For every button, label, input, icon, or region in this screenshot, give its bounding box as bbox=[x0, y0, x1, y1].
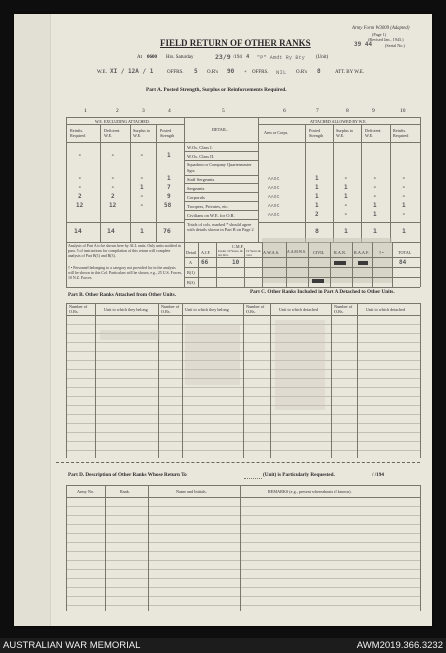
total-value: 1 bbox=[373, 227, 377, 235]
ruled-line bbox=[66, 533, 420, 534]
cell-value: - bbox=[140, 193, 144, 200]
ruled-line bbox=[66, 378, 420, 379]
serial-number-value: 39 44 bbox=[354, 41, 373, 48]
total-value: 14 bbox=[74, 227, 82, 235]
col-number: 1 bbox=[84, 108, 87, 114]
analysis-row-label: A bbox=[189, 260, 193, 265]
col-number: 5 bbox=[222, 108, 225, 114]
part-b-col: Unit to which they belong bbox=[104, 307, 148, 312]
cell-value: 1 bbox=[315, 193, 319, 200]
analysis-col-label: A.A.M.W.S. bbox=[287, 250, 306, 254]
cell-value: 12 bbox=[109, 202, 117, 209]
cell-value: 1 bbox=[315, 184, 319, 191]
ruled-line bbox=[66, 396, 420, 397]
part-c-col: Unit to which detached bbox=[279, 307, 318, 312]
part-d-date: / /194 bbox=[372, 472, 384, 478]
ruled-line bbox=[66, 351, 420, 352]
cell-value: 1 bbox=[167, 152, 171, 159]
right-col-header: Reinfts. Required bbox=[393, 128, 409, 138]
analysis-cmf-value: 10 bbox=[232, 259, 240, 266]
paper-fold bbox=[14, 14, 51, 626]
ruled-line bbox=[66, 450, 420, 451]
form-sheet bbox=[14, 14, 432, 626]
ors-value: 90 bbox=[227, 68, 235, 75]
part-c-col: Unit to which detached bbox=[366, 307, 405, 312]
ruled-line bbox=[66, 524, 420, 525]
cell-value: 2 bbox=[315, 211, 319, 218]
col-number: 4 bbox=[168, 108, 171, 114]
part-b-title: Part B. Other Ranks Attached from Other Units. bbox=[68, 292, 176, 298]
analysis-note: Analysis of Part A to be shown here by ALL units. Only units notified in para. 5 of instructions for compilation of this return will complete analysis of Part B(1) and B(3). bbox=[68, 244, 181, 258]
cell-value: 1 bbox=[373, 202, 377, 209]
we-label: W.E. bbox=[97, 70, 107, 75]
total-value: 1 bbox=[402, 227, 406, 235]
cell-value: 1 bbox=[344, 184, 348, 191]
right-col-header: Posted Strength bbox=[309, 128, 324, 138]
part-c-title: Part C. Other Ranks Included in Part A Detached to Other Units. bbox=[250, 289, 395, 295]
analysis-col-label: R.A.N. bbox=[334, 250, 346, 255]
right-col-header: Surplus to W.E. bbox=[336, 128, 354, 138]
ruled-line bbox=[66, 515, 420, 516]
ruled-line bbox=[66, 569, 420, 570]
left-col-header: Reinfts. Required bbox=[70, 128, 86, 138]
footer-institution: AUSTRALIAN WAR MEMORIAL bbox=[3, 640, 141, 651]
cell-value: - bbox=[111, 184, 115, 191]
col-number: 8 bbox=[346, 108, 349, 114]
col-number: 2 bbox=[116, 108, 119, 114]
ruled-line bbox=[66, 360, 420, 361]
part-c-col: Number of O.Rs. bbox=[334, 304, 353, 314]
analysis-col-label: 19 Years & over bbox=[246, 249, 261, 257]
ors-label: O.R's bbox=[207, 70, 219, 75]
archive-footer bbox=[0, 638, 446, 653]
cell-value: - bbox=[140, 202, 144, 209]
cell-value: 12 bbox=[76, 202, 84, 209]
right-col-header: Deficient W.E. bbox=[365, 128, 381, 138]
ruled-line bbox=[66, 423, 420, 424]
ruled-line bbox=[66, 369, 420, 370]
cell-value: 9 bbox=[167, 193, 171, 200]
attached-header: ATTACHED ALLOWED BY W.E. bbox=[310, 119, 367, 124]
cell-value: 2 bbox=[78, 193, 82, 200]
right-col-header: Arm or Corps. bbox=[264, 130, 289, 135]
cell-value: 1 bbox=[167, 175, 171, 182]
part-d-title-mid: (Unit) is Particularly Requested. bbox=[263, 472, 335, 478]
analysis-col-label: R.A.A.F. bbox=[354, 250, 370, 255]
cell-value: 1 bbox=[315, 202, 319, 209]
analysis-note-2: † • Personnel belonging to a category not provided for in the analysis will be shown in this Col. Particulars will be shown, e.g., 25 U.S. Forces, 10 N.Z. Forces. bbox=[68, 266, 183, 280]
row-detail: Troopers, Privates, etc. bbox=[187, 204, 229, 209]
cell-value: - bbox=[140, 175, 144, 182]
cell-value: - bbox=[373, 184, 377, 191]
ruled-line bbox=[66, 414, 420, 415]
arm-corps-stamp: AAOC bbox=[268, 186, 280, 191]
day-label: Hrs. Saturday bbox=[166, 55, 194, 60]
cell-value: - bbox=[111, 175, 115, 182]
total-value: 8 bbox=[315, 227, 319, 235]
date-value: 23/9 bbox=[215, 53, 231, 61]
redaction-block bbox=[358, 261, 368, 265]
row-detail: Sergeants bbox=[187, 186, 205, 191]
cell-value: - bbox=[373, 175, 377, 182]
analysis-col-label: TOTAL bbox=[398, 250, 412, 255]
part-b-col: Unit to which they belong bbox=[185, 307, 229, 312]
cell-value: 1 bbox=[315, 175, 319, 182]
at-label: At bbox=[137, 55, 142, 60]
att-ors-value: 8 bbox=[317, 68, 321, 75]
unit-value: "P" Amdt Ry Bty bbox=[257, 55, 306, 61]
cell-value: 1 bbox=[373, 211, 377, 218]
row-detail: W.Os. Class I. bbox=[187, 145, 213, 150]
part-d-col: Rank. bbox=[120, 489, 130, 494]
serial-number-label: (Serial No.) bbox=[385, 43, 405, 48]
analysis-col-label: A.I.F. bbox=[201, 250, 211, 255]
cell-value: - bbox=[402, 193, 406, 200]
part-b-col: Number of O.Rs. bbox=[69, 304, 88, 314]
col-number: 9 bbox=[372, 108, 375, 114]
row-detail: Staff Sergeants bbox=[187, 177, 215, 182]
redaction-block bbox=[334, 261, 346, 265]
form-revised: (Revised Jan., 1943.) bbox=[368, 37, 404, 42]
total-value: 14 bbox=[107, 227, 115, 235]
cell-value: - bbox=[402, 211, 406, 218]
ruled-line bbox=[66, 324, 420, 325]
we-value: XI / 12A / 1 bbox=[110, 68, 154, 75]
ruled-line bbox=[66, 506, 420, 507]
ruled-line bbox=[66, 605, 420, 606]
part-d-col: REMARKS (e.g., present whereabouts if known). bbox=[268, 489, 352, 494]
we-excl-header: W.E. EXCLUDING ATTACHED. bbox=[95, 119, 150, 124]
cell-value: 2 bbox=[111, 193, 115, 200]
col-number: 10 bbox=[400, 108, 406, 114]
ruled-line bbox=[66, 542, 420, 543]
part-d-col: Name and Initials. bbox=[176, 489, 207, 494]
unit-label: (Unit) bbox=[316, 55, 329, 60]
form-page: (Page 1) bbox=[372, 32, 387, 37]
ruled-line bbox=[66, 387, 420, 388]
analysis-col-label: CIVIL bbox=[313, 250, 325, 255]
ruled-line bbox=[66, 587, 420, 588]
left-col-header: Posted Strength bbox=[160, 128, 175, 138]
year-prefix: /194 bbox=[233, 55, 242, 60]
ruled-line bbox=[66, 441, 420, 442]
ruled-line bbox=[66, 342, 420, 343]
analysis-col-label: † • bbox=[379, 250, 384, 255]
row-detail: Squadron or Company Quartermaster Sgts. bbox=[187, 162, 252, 173]
cell-value: - bbox=[344, 211, 348, 218]
part-b-col: Number of O.Rs. bbox=[161, 304, 180, 314]
plus-sign: + bbox=[244, 70, 247, 75]
detail-header: DETAIL. bbox=[212, 127, 228, 132]
col-number: 6 bbox=[283, 108, 286, 114]
analysis-col-label: C.M.F. bbox=[232, 244, 244, 249]
cell-value: - bbox=[78, 175, 82, 182]
row-detail: Civilians on W.E. for O.R. bbox=[187, 213, 235, 218]
footer-accession: AWM2019.366.3232 bbox=[356, 640, 443, 651]
cell-value: 1 bbox=[402, 202, 406, 209]
left-col-header: Surplus to W.E. bbox=[133, 128, 151, 138]
part-d-title: Part D. Description of Other Ranks Whose Return To bbox=[68, 472, 187, 478]
cell-value: - bbox=[402, 175, 406, 182]
row-detail: Corporals bbox=[187, 195, 205, 200]
analysis-row-label: Detail bbox=[186, 250, 197, 255]
part-d-col: Army No. bbox=[77, 489, 94, 494]
ruled-line bbox=[66, 432, 420, 433]
ruled-line bbox=[66, 560, 420, 561]
arm-corps-stamp: AAOC bbox=[268, 213, 280, 218]
cell-value: - bbox=[344, 175, 348, 182]
ruled-line bbox=[66, 596, 420, 597]
totals-detail: Totals of cols. marked * should agree with details shown in Part B on Page 2 bbox=[187, 222, 254, 233]
offrs-label: OFFRS. bbox=[167, 70, 184, 75]
cell-value: - bbox=[78, 152, 82, 159]
cell-value: - bbox=[373, 193, 377, 200]
arm-corps-stamp: AAOC bbox=[268, 195, 280, 200]
ruled-line bbox=[66, 405, 420, 406]
arm-corps-stamp: AAOC bbox=[268, 177, 280, 182]
part-c-col: Number of O.Rs. bbox=[246, 304, 265, 314]
col-number: 3 bbox=[142, 108, 145, 114]
form-title: FIELD RETURN OF OTHER RANKS bbox=[160, 38, 311, 48]
arm-corps-stamp: AAOC bbox=[268, 204, 280, 209]
cell-value: 58 bbox=[164, 202, 172, 209]
form-number: Army Form W3009 (Adapted) bbox=[352, 26, 410, 31]
analysis-row-label: B(3) bbox=[187, 280, 195, 285]
cell-value: - bbox=[111, 152, 115, 159]
cell-value: 1 bbox=[140, 184, 144, 191]
col-number: 7 bbox=[316, 108, 319, 114]
analysis-col-label: Under 19 Years, & not Ret. bbox=[218, 249, 243, 257]
year-suffix: 4 bbox=[246, 54, 250, 60]
analysis-total-value: 84 bbox=[399, 259, 407, 266]
ruled-line bbox=[66, 551, 420, 552]
cell-value: - bbox=[140, 152, 144, 159]
analysis-col-label: A.W.A.S. bbox=[263, 250, 280, 255]
cell-value: - bbox=[78, 184, 82, 191]
att-offrs-label: OFFRS. bbox=[252, 70, 269, 75]
part-a-title: Part A. Posted Strength, Surplus or Reinforcements Required. bbox=[146, 87, 287, 93]
total-value: 1 bbox=[140, 227, 144, 235]
redaction-block bbox=[312, 279, 324, 283]
total-value: 1 bbox=[344, 227, 348, 235]
cell-value: 7 bbox=[167, 184, 171, 191]
att-by-we-label: ATT. BY W.E. bbox=[335, 70, 365, 75]
time-value: 0600 bbox=[147, 55, 157, 60]
cell-value: - bbox=[402, 184, 406, 191]
offrs-value: 5 bbox=[194, 68, 198, 75]
total-value: 76 bbox=[163, 227, 171, 235]
att-offrs-value: NIL bbox=[276, 69, 287, 76]
cell-value: 1 bbox=[344, 193, 348, 200]
cell-value: - bbox=[344, 202, 348, 209]
row-detail: W.Os. Class II. bbox=[187, 154, 215, 159]
left-col-header: Deficient W.E. bbox=[104, 128, 120, 138]
ruled-line bbox=[66, 578, 420, 579]
att-ors-label: O.R's bbox=[296, 70, 308, 75]
analysis-aif-value: 66 bbox=[201, 259, 209, 266]
analysis-row-label: B(1) bbox=[187, 270, 195, 275]
